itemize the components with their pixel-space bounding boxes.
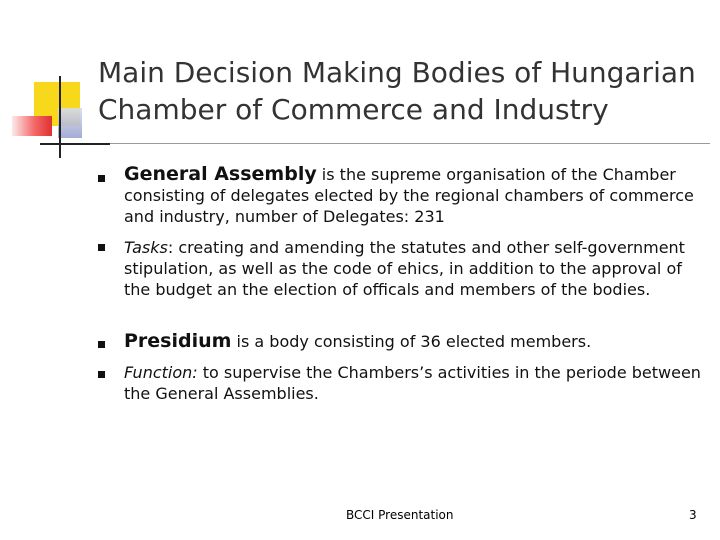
decor-horizontal-line	[40, 143, 110, 145]
decor-red-bar	[12, 116, 52, 136]
title-underline	[110, 143, 710, 144]
decor-blue-square	[58, 108, 82, 138]
bullet-text	[124, 362, 704, 404]
bullet-text	[124, 164, 704, 227]
bullet-text	[124, 331, 704, 352]
bullet-lead: Tasks	[124, 238, 168, 257]
bullet-marker	[98, 341, 105, 348]
bullet-body: : creating and amending the statutes and other self-government stipulation, as well as the code of ehics, in addition to the approval of the budget an the election of officals and members of the bodies.	[124, 238, 685, 299]
bullet-text	[124, 237, 704, 300]
slide-title-line-1: Main Decision Making Bodies of Hungarian	[98, 56, 696, 89]
bullet-body: to supervise the Chambers’s activities in the periode between the General Assemblies.	[124, 363, 701, 403]
bullet-lead: Function:	[124, 363, 198, 382]
slide-title	[98, 54, 698, 128]
bullet-marker	[98, 175, 105, 182]
bullet-lead: General Assembly	[124, 163, 317, 185]
bullet-body: is the supreme organisation of the Chamber consisting of delegates elected by the regional chambers of commerce and industry, number of Delegates: 231	[124, 165, 694, 226]
bullet-lead: Presidium	[124, 330, 232, 352]
decor-vertical-line	[59, 76, 61, 158]
footer-presentation-name: BCCI Presentation	[346, 508, 454, 522]
bullet-marker	[98, 244, 105, 251]
bullet-body: is a body consisting of 36 elected members.	[231, 332, 592, 351]
slide-title-line-2: Chamber of Commerce and Industry	[98, 93, 609, 126]
bullet-marker	[98, 371, 105, 378]
footer-page-number: 3	[689, 508, 697, 522]
